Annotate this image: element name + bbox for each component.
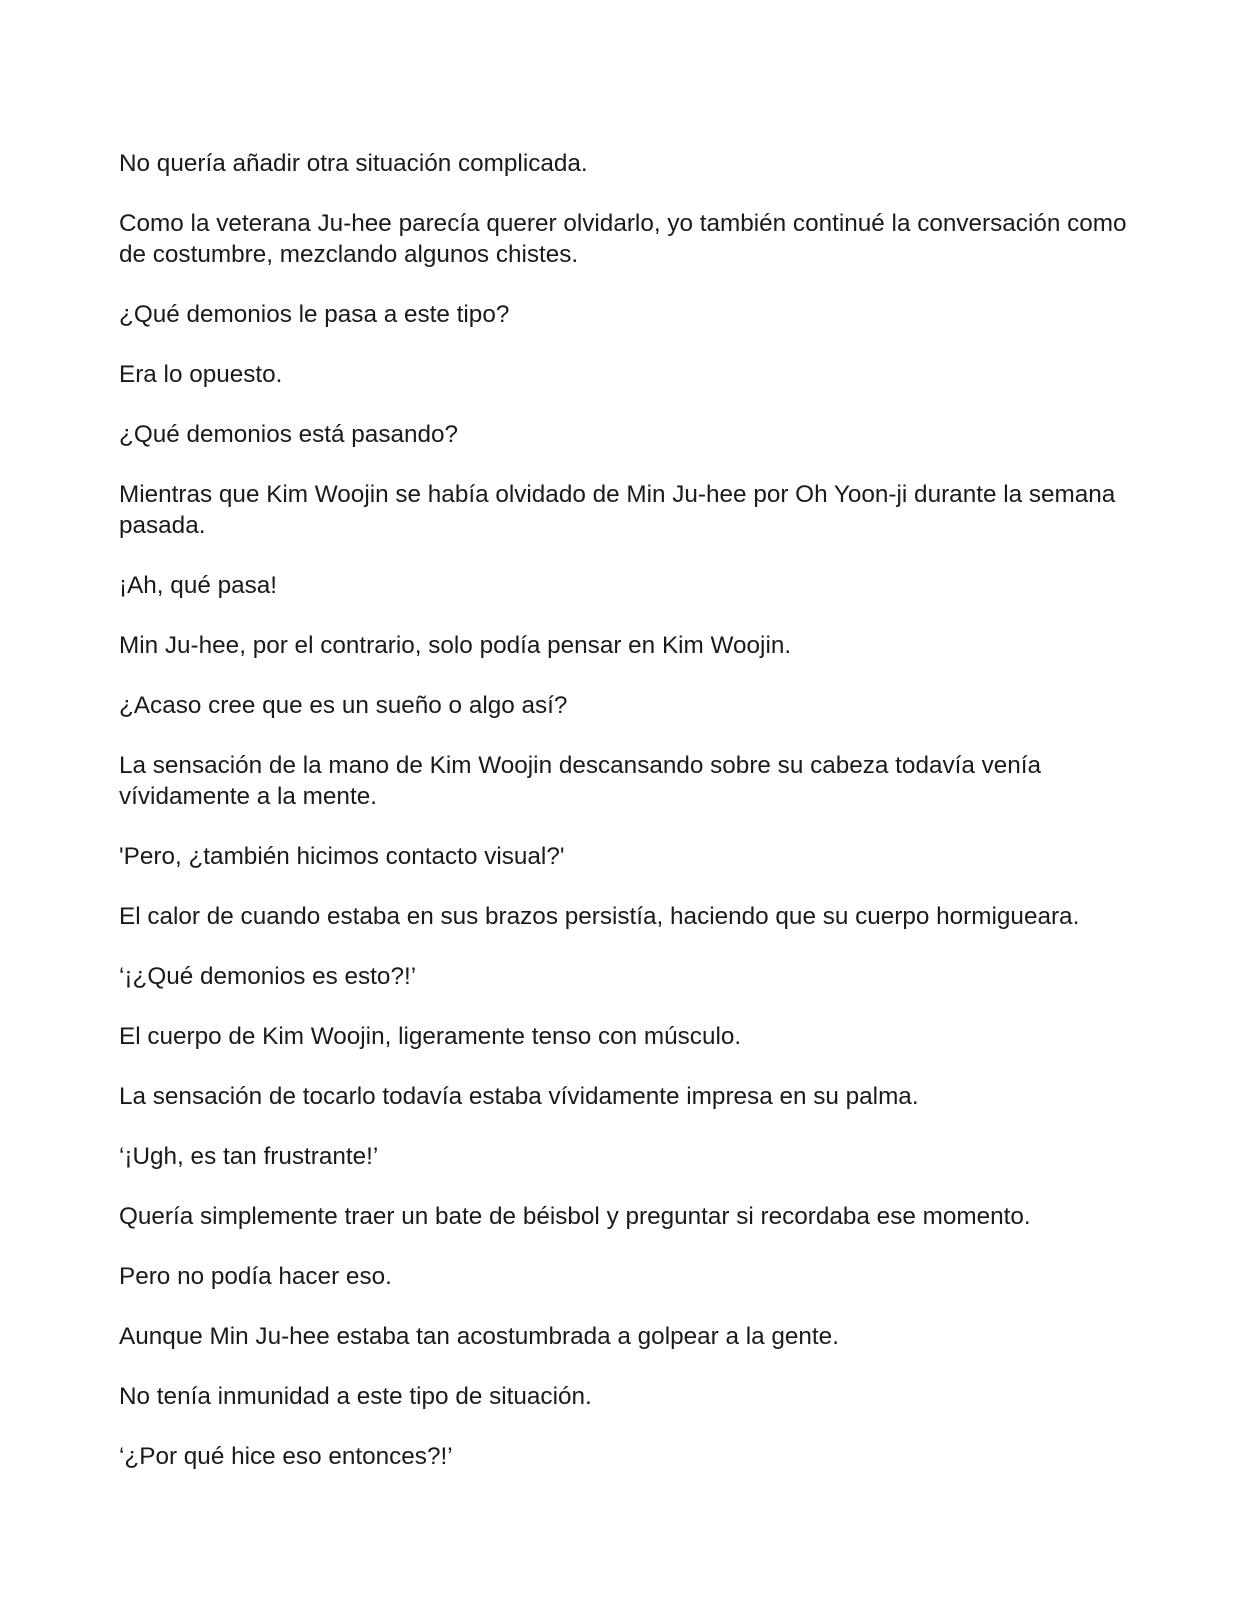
paragraph: Aunque Min Ju-hee estaba tan acostumbrada a golpear a la gente. (119, 1323, 839, 1350)
paragraph: Era lo opuesto. (119, 361, 283, 388)
paragraph: El cuerpo de Kim Woojin, ligeramente tenso con músculo. (119, 1023, 742, 1050)
paragraph: ‘¡¿Qué demonios es esto?!’ (119, 963, 417, 990)
paragraph: Como la veterana Ju-hee parecía querer olvidarlo, yo también continué la conversación como de costumbre, mezclando algunos chistes. (119, 210, 1127, 268)
paragraph: No tenía inmunidad a este tipo de situación. (119, 1383, 592, 1410)
paragraph: El calor de cuando estaba en sus brazos persistía, haciendo que su cuerpo hormigueara. (119, 903, 1080, 930)
paragraph: Min Ju-hee, por el contrario, solo podía pensar en Kim Woojin. (119, 632, 792, 659)
paragraph: ¿Acaso cree que es un sueño o algo así? (119, 692, 568, 719)
paragraph: Pero no podía hacer eso. (119, 1263, 392, 1290)
paragraph: La sensación de la mano de Kim Woojin descansando sobre su cabeza todavía venía vívidamente a la mente. (119, 752, 1042, 810)
paragraph: ¡Ah, qué pasa! (119, 572, 278, 599)
paragraph: Quería simplemente traer un bate de béisbol y preguntar si recordaba ese momento. (119, 1203, 1031, 1230)
paragraph: Mientras que Kim Woojin se había olvidado de Min Ju-hee por Oh Yoon-ji durante la semana pasada. (119, 481, 1116, 539)
paragraph: ‘¡Ugh, es tan frustrante!’ (119, 1143, 379, 1170)
document-body (119, 148, 1129, 1501)
paragraph: No quería añadir otra situación complicada. (119, 150, 588, 177)
paragraph: La sensación de tocarlo todavía estaba vívidamente impresa en su palma. (119, 1083, 919, 1110)
paragraph: ¿Qué demonios le pasa a este tipo? (119, 301, 510, 328)
paragraph: 'Pero, ¿también hicimos contacto visual?' (119, 843, 565, 870)
paragraph: ‘¿Por qué hice eso entonces?!’ (119, 1443, 453, 1470)
paragraph: ¿Qué demonios está pasando? (119, 421, 459, 448)
